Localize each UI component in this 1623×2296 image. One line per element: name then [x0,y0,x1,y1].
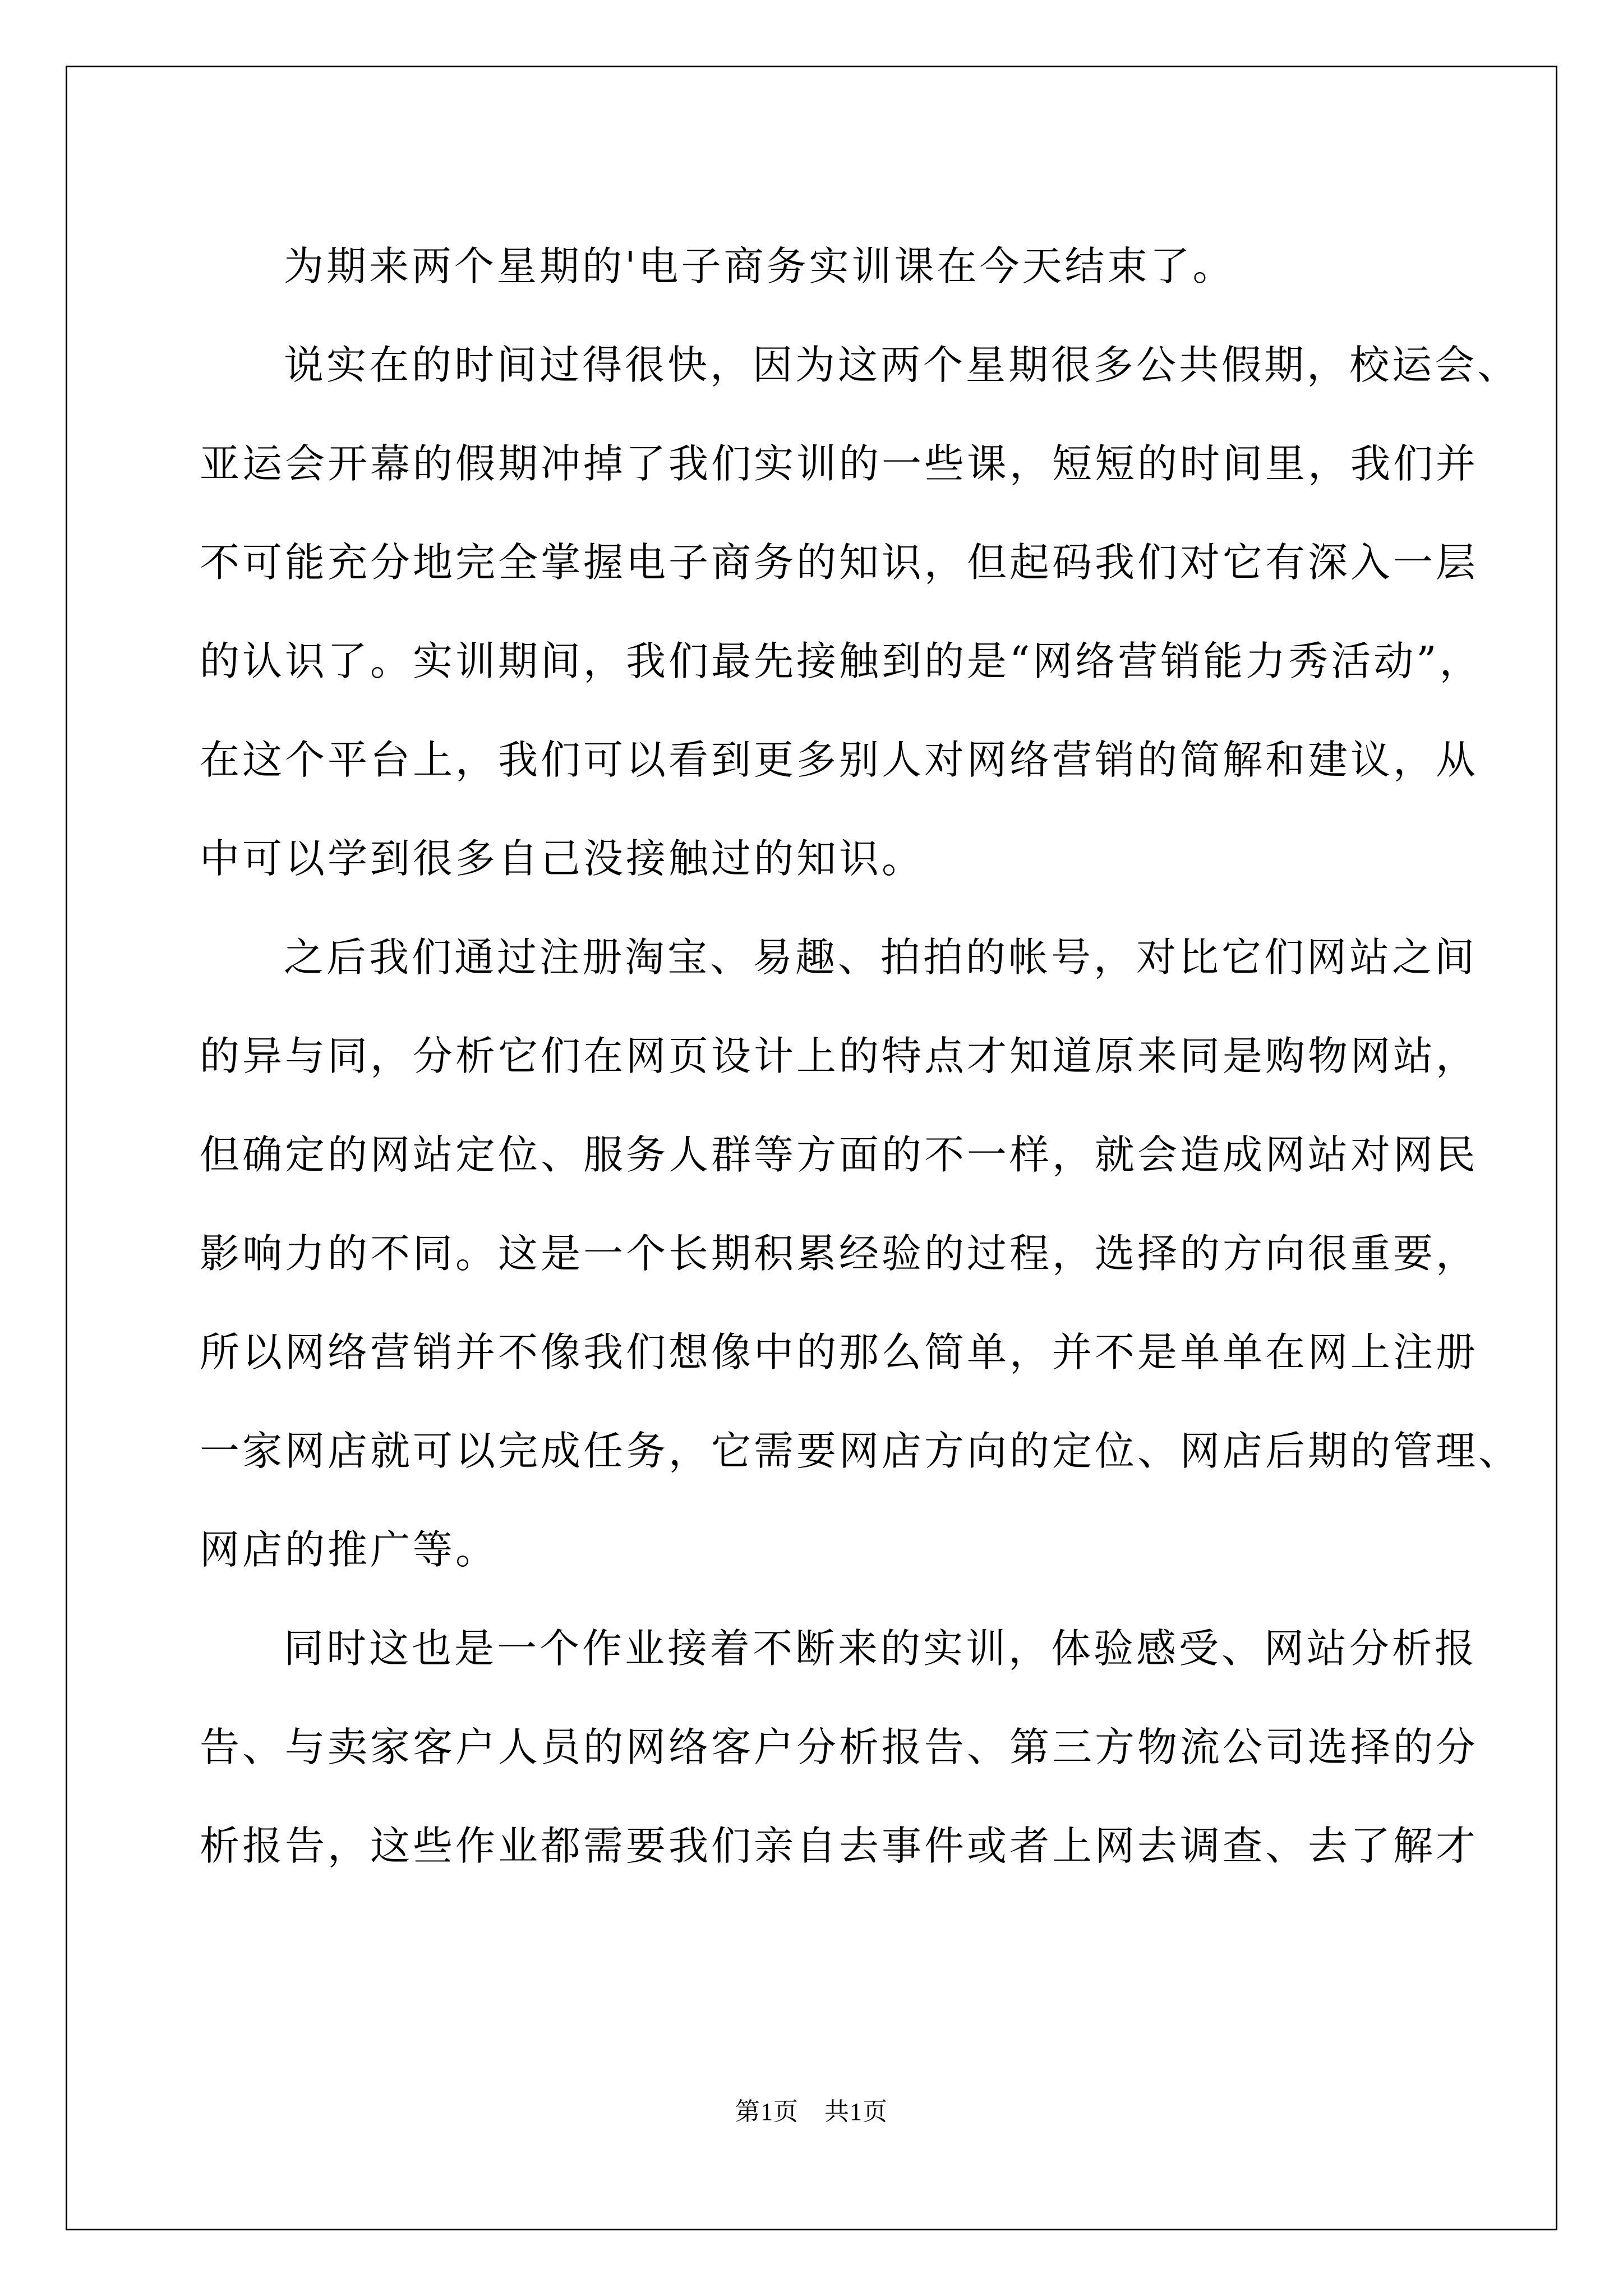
document-body [200,217,1521,1895]
text-line: 但确定的网站定位、服务人群等方面的不一样，就会造成网站对网民 [200,1131,1479,1178]
text-line: 为期来两个星期的'电子商务实训课在今天结束了。 [284,243,1235,289]
text-line: 中可以学到很多自己没接触过的知识。 [200,835,925,882]
text-line: 说实在的时间过得很快，因为这两个星期很多公共假期，校运会、 [284,342,1520,388]
text-line: 的认识了。实训期间，我们最先接触到的是“网络营销能力秀活动”， [200,638,1482,684]
text-line: 一家网店就可以完成任务，它需要网店方向的定位、网店后期的管理、 [200,1428,1521,1474]
text-line: 所以网络营销并不像我们想像中的那么简单，并不是单单在网上注册 [200,1329,1479,1375]
text-line: 析报告，这些作业都需要我们亲自去事件或者上网去调查、去了解才 [200,1823,1479,1869]
text-line: 在这个平台上，我们可以看到更多别人对网络营销的简解和建议，从 [200,737,1479,783]
text-line: 亚运会开幕的假期冲掉了我们实训的一些课，短短的时间里，我们并 [200,440,1479,487]
text-line: 不可能充分地完全掌握电子商务的知识，但起码我们对它有深入一层 [200,539,1479,586]
text-line: 同时这也是一个作业接着不断来的实训，体验感受、网站分析报 [284,1625,1478,1672]
page-number-current: 第1页 [735,2098,799,2125]
text-line: 的异与同，分析它们在网页设计上的特点才知道原来同是购物网站， [200,1033,1479,1079]
text-line: 之后我们通过注册淘宝、易趣、拍拍的帐号，对比它们网站之间 [284,934,1478,981]
text-line: 告、与卖家客户人员的网络客户分析报告、第三方物流公司选择的分 [200,1724,1479,1770]
page-footer [0,2091,1623,2127]
text-line: 网店的推广等。 [200,1526,499,1573]
text-line: 影响力的不同。这是一个长期积累经验的过程，选择的方向很重要， [200,1230,1479,1277]
page-number-total: 共1页 [824,2098,888,2125]
